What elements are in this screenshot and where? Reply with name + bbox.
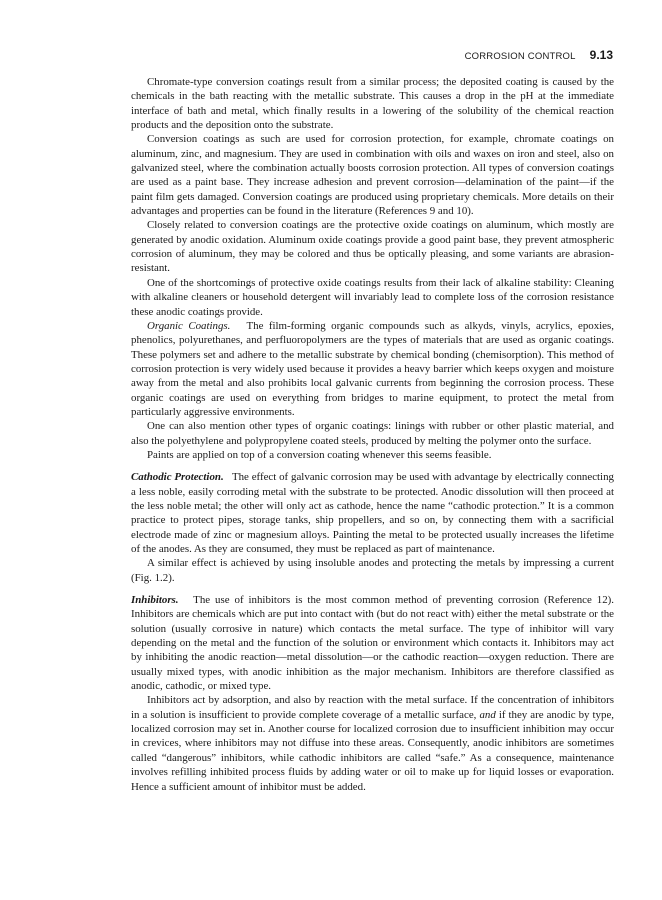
section-title: CORROSION CONTROL [464,51,576,62]
paragraph: One of the shortcomings of protective oxide coatings results from their lack of alkaline stability: Cleaning with alkaline cleaners or household detergent will invariably lead to complete loss of the corrosion resistance these anodic coatings provide. [131,276,614,318]
paragraph: Paints are applied on top of a conversion coating whenever this seems feasible. [147,448,492,461]
paragraph: Cathodic Protection. The effect of galvanic corrosion may be used with advantage by electrically connecting a less noble, easily corroding metal with the substrate to be protected. Anodic dissolution will then proceed at the less noble metal; the other will only act as cathode, hence the name “cathodic protection.” It is a common practice to protect pipes, storage tanks, ship propellers, and so on, by connecting them with a sacrificial electrode made of zinc or magnesium alloys. Painting the metal to be protected usually increases the lifetime of the anodes. As they are consumed, they must be replaced as part of maintenance. [131,471,614,555]
paragraph: Conversion coatings as such are used for corrosion protection, for example, chromate coatings on aluminum, zinc, and magnesium. They are used in combination with oils and waxes on iron and steel, also on galvanized steel, where the combination actually boosts corrosion protection. All types of conversion coatings are used as a paint base. They increase adhesion and prevent corrosion—delamination of the paint—if the paint film gets damaged. Conversion coatings are produced using proprietary chemicals. More details on their advantages and properties can be found in the literature (References 9 and 10). [131,133,614,218]
paragraph: One can also mention other types of organic coatings: linings with rubber or other plastic material, and also the polyethylene and polypropylene coated steels, produced by melting the polymer onto the surface. [131,420,614,447]
section-heading-inhibitors: Inhibitors. [131,594,179,607]
paragraph: Organic Coatings. The film-forming organic compounds such as alkyds, vinyls, acrylics, epoxies, phenolics, polyurethanes, and perfluoropolymers are the types of materials that are used as organic coatings. These polymers set and adhere to the metallic substrate by chemical bonding (chemisorption). This method of corrosion protection is very widely used because it provides a heavy barrier which keeps oxygen and moisture away from the metal and also prohibits local galvanic currents from beginning the corrosion process. These organic coatings are used on everything from bridges to marine equipment, to protect the metal from particularly aggressive environments. [131,319,614,418]
body-text [131,75,614,794]
paragraph: Inhibitors. The use of inhibitors is the most common method of preventing corrosion (Reference 12). Inhibitors are chemicals which are put into contact with (but do not react with) either the metal substrate or the solution (usually corrosive in nature) which contacts the metal surface. The type of inhibitor will vary depending on the metal and the function of the solution or environment which contacts it. Inhibitors may act by inhibiting the anodic reaction—metal dissolution—or the cathodic reaction—oxygen reduction. There are usually mixed types, with anodic inhibition as the major mechanism. Inhibitors are therefore classified as anodic, cathodic, or mixed type. [131,594,614,693]
paragraph: Chromate-type conversion coatings result from a similar process; the deposited coating is caused by the chemicals in the bath reacting with the metallic substrate. This causes a drop in the pH at the immediate interface of bath and metal, which finally results in a lowering of the solubility of the chemical reaction products and the deposition onto the substrate. [131,76,614,132]
running-header [465,48,613,62]
paragraph: Inhibitors act by adsorption, and also by reaction with the metal surface. If the concentration of inhibitors in a solution is insufficient to provide complete coverage of a metallic surface, and if they are anodic by type, localized corrosion may set in. Another course for localized corrosion due to insufficient inhibition may occur in crevices, where inhibitors may not diffuse into these areas. Consequently, anodic inhibitors are sometimes called “dangerous” inhibitors, while cathodic inhibitors are called “safe.” As a consequence, maintenance involves refilling inhibited process fluids by adding water or oil to make up for liquid losses or evaporation. Hence a sufficient amount of inhibitor must be added. [131,694,614,793]
paragraph: Closely related to conversion coatings are the protective oxide coatings on aluminum, which mostly are generated by anodic oxidation. Aluminum oxide coatings provide a good paint base, they prevent atmospheric corrosion of aluminum, they may be colored and thus be optically pleasing, and some variants are abrasion-resistant. [131,219,614,275]
paragraph: A similar effect is achieved by using insoluble anodes and protecting the metals by impressing a current (Fig. 1.2). [131,557,614,584]
page-number: 9.13 [589,48,613,62]
section-heading-cathodic-protection: Cathodic Protection. [131,471,224,484]
subsection-heading-organic-coatings: Organic Coatings. [147,319,231,332]
emphasis: and [479,708,496,721]
